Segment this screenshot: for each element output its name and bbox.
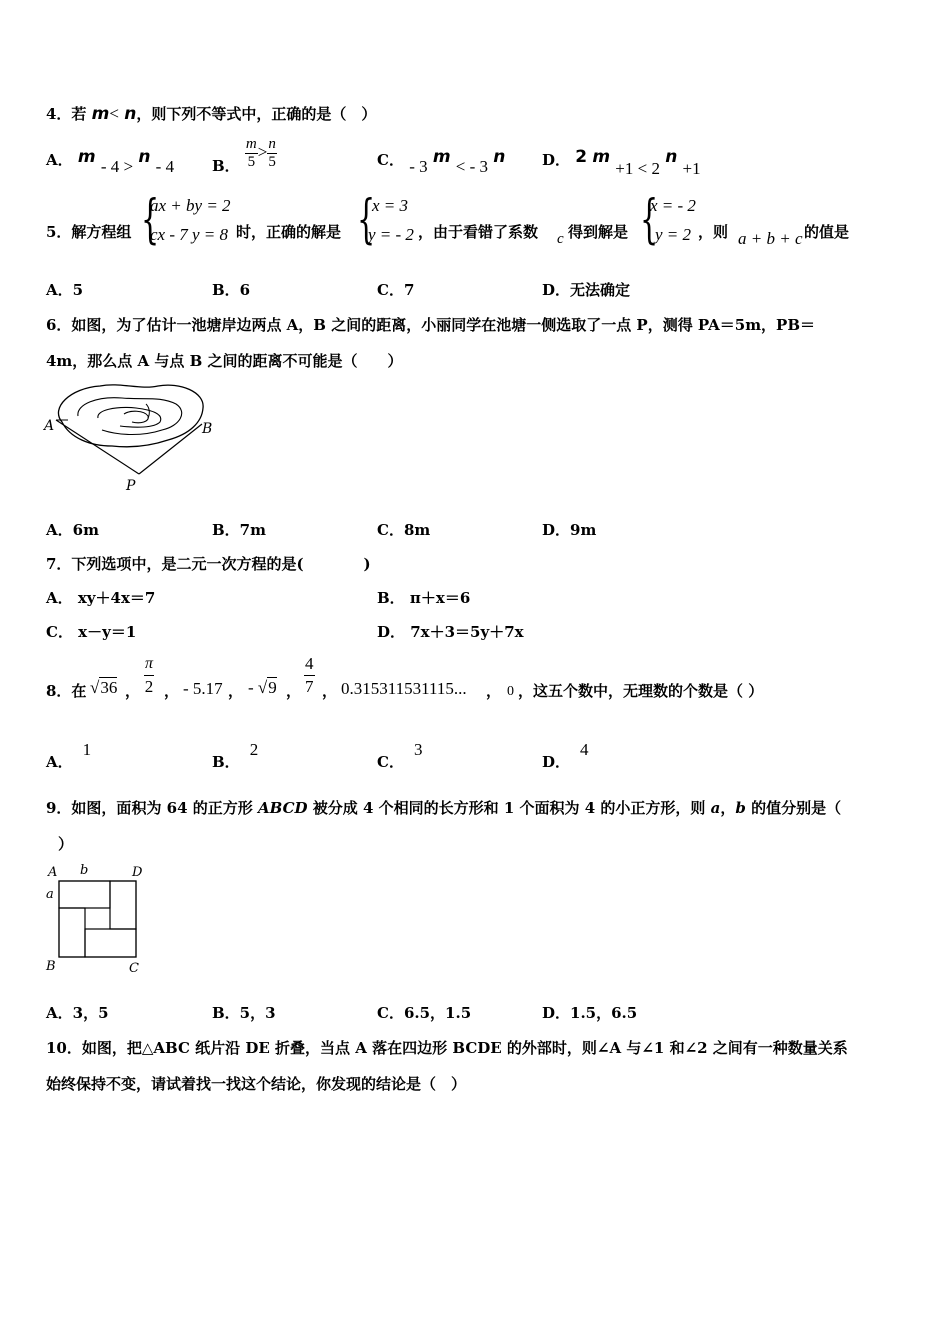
label-a-side: a <box>46 887 54 902</box>
q6-option-d: D．9m <box>542 521 597 539</box>
q10-stem-line2: 始终保持不变，请试着找一找这个结论，你发现的结论是（ ） <box>46 1075 467 1093</box>
label-a-corner: A <box>48 865 58 880</box>
q5-option-c: C．7 <box>377 281 415 299</box>
q6-stem-line2: 4m，那么点 A 与点 B 之间的距离不可能是（ ） <box>46 352 403 370</box>
q8-zero: 0 <box>507 684 514 699</box>
q6-option-c: C．8m <box>377 521 431 539</box>
q5-solution2-x: x = - 2 <box>650 196 696 215</box>
label-p: P <box>126 478 136 494</box>
q8-sqrt36: √36 <box>90 678 118 697</box>
q5-solution1-y: y = - 2 <box>368 225 414 244</box>
label-a: A <box>44 418 55 434</box>
label-b-corner: B <box>46 959 56 974</box>
q8-option-a: A．1 <box>46 740 92 771</box>
q9-option-d: D．1.5，6.5 <box>542 1004 638 1022</box>
q6-option-a: A．6m <box>46 521 99 539</box>
q7-option-b: B． π＋x＝6 <box>377 589 471 607</box>
q8-option-c: C．3 <box>377 740 423 771</box>
q8-decimal: 0.315311531115... <box>341 679 467 698</box>
q5-solution2-y: y = 2 <box>655 225 692 244</box>
q8-option-b: B．2 <box>212 740 259 771</box>
q5-text-4: ，则 <box>698 223 729 241</box>
q6-option-b: B．7m <box>212 521 266 539</box>
label-d-corner: D <box>132 865 143 880</box>
q5-text-5: 的值是 <box>804 223 850 241</box>
q4-option-b: B． $\frac{m}{5}$ > $\frac{n}{5}$ <box>212 136 276 175</box>
q6-stem-line1: 6．如图，为了估计一池塘岸边两点 A，B 之间的距离，小丽同学在池塘一侧选取了一点 P，测得 PA＝5m，PB＝ <box>46 316 816 334</box>
q5-eq2: cx - 7 y = 8 <box>150 225 229 244</box>
q4-option-d: D． 2 m +1 < 2 n +1 <box>542 147 701 178</box>
q8-four-sevenths: $\frac{4}{7}$ <box>305 654 314 696</box>
q8-stem-tail: ，这五个数中，无理数的个数是（ ） <box>518 682 764 700</box>
q8-sep: ， <box>286 682 302 700</box>
q9-option-a: A．3，5 <box>46 1004 109 1022</box>
q5-option-d: D．无法确定 <box>542 281 631 299</box>
q5-brace-1: { <box>141 190 160 250</box>
q8-stem-lead: 8．在 <box>46 682 87 700</box>
q8-sep: ， <box>228 682 244 700</box>
q4-option-c: C． - 3 m < - 3 n <box>377 147 506 176</box>
q8-pi-over-2: $\frac{\pi}{2}$ <box>144 655 154 696</box>
q8-sep: ， <box>125 682 141 700</box>
q6-pond-figure <box>40 378 220 496</box>
rect-left <box>59 908 85 957</box>
q8-option-d: D．4 <box>542 740 589 771</box>
rect-right <box>110 881 136 929</box>
q5-text-1: 时，正确的解是 <box>236 223 342 241</box>
pond-ripple-3 <box>124 411 148 423</box>
q8-sep: ， <box>322 682 338 700</box>
q9-option-c: C．6.5，1.5 <box>377 1004 472 1022</box>
q10-stem-line1: 10．如图，把△ABC 纸片沿 DE 折叠，当点 A 落在四边形 BCDE 的外部时，则∠A 与∠1 和∠2 之间有一种数量关系 <box>46 1039 848 1057</box>
q4-stem: 4．若 m< n，则下列不等式中，正确的是（ ） <box>46 104 377 124</box>
rect-bottom <box>85 929 136 957</box>
q5-solution1-x: x = 3 <box>372 196 409 215</box>
q5-expr: a + b + c <box>738 229 803 248</box>
label-b-side: b <box>80 863 89 878</box>
q7-option-c: C． x－y＝1 <box>46 623 137 641</box>
q5-option-a: A．5 <box>46 281 84 299</box>
q9-stem-line2: ） <box>58 835 74 853</box>
q7-option-d: D． 7x＋3＝5y＋7x <box>377 623 524 641</box>
q5-text-2: ，由于看错了系数 <box>418 223 539 241</box>
q4-option-a: A． m - 4 > n - 4 <box>46 147 175 176</box>
pond-ripple-2 <box>98 407 161 427</box>
q7-option-a: A． xy＋4x＝7 <box>46 589 156 607</box>
q5-option-b: B．6 <box>212 281 251 299</box>
q8-neg-5-17: - 5.17 <box>183 679 223 698</box>
q5-text-3: 得到解是 <box>568 223 629 241</box>
square-abcd <box>59 881 136 957</box>
q8-neg-sqrt9: - √9 <box>248 678 277 697</box>
q8-sep: ， <box>486 682 502 700</box>
q5-brace-3: { <box>640 190 659 250</box>
q7-stem: 7．下列选项中，是二元一次方程的是( ) <box>46 555 371 573</box>
q9-stem-line1: 9．如图，面积为 64 的正方形 ABCD 被分成 4 个相同的长方形和 1 个面积为 4 的小正方形，则 a，b 的值分别是（ <box>46 799 842 817</box>
rect-top <box>59 881 110 908</box>
q5-eq1: ax + by = 2 <box>150 196 231 215</box>
q9-square-figure <box>42 860 152 978</box>
label-c-corner: C <box>129 961 139 976</box>
pond-ripple-1 <box>78 398 182 435</box>
q5-brace-2: { <box>357 190 376 250</box>
segment-pb <box>139 424 202 474</box>
label-b: B <box>202 421 213 437</box>
q8-sep: ， <box>164 682 180 700</box>
q5-stem-lead: 5．解方程组 <box>46 223 132 241</box>
q5-coef: c <box>557 231 564 247</box>
q9-option-b: B．5，3 <box>212 1004 276 1022</box>
